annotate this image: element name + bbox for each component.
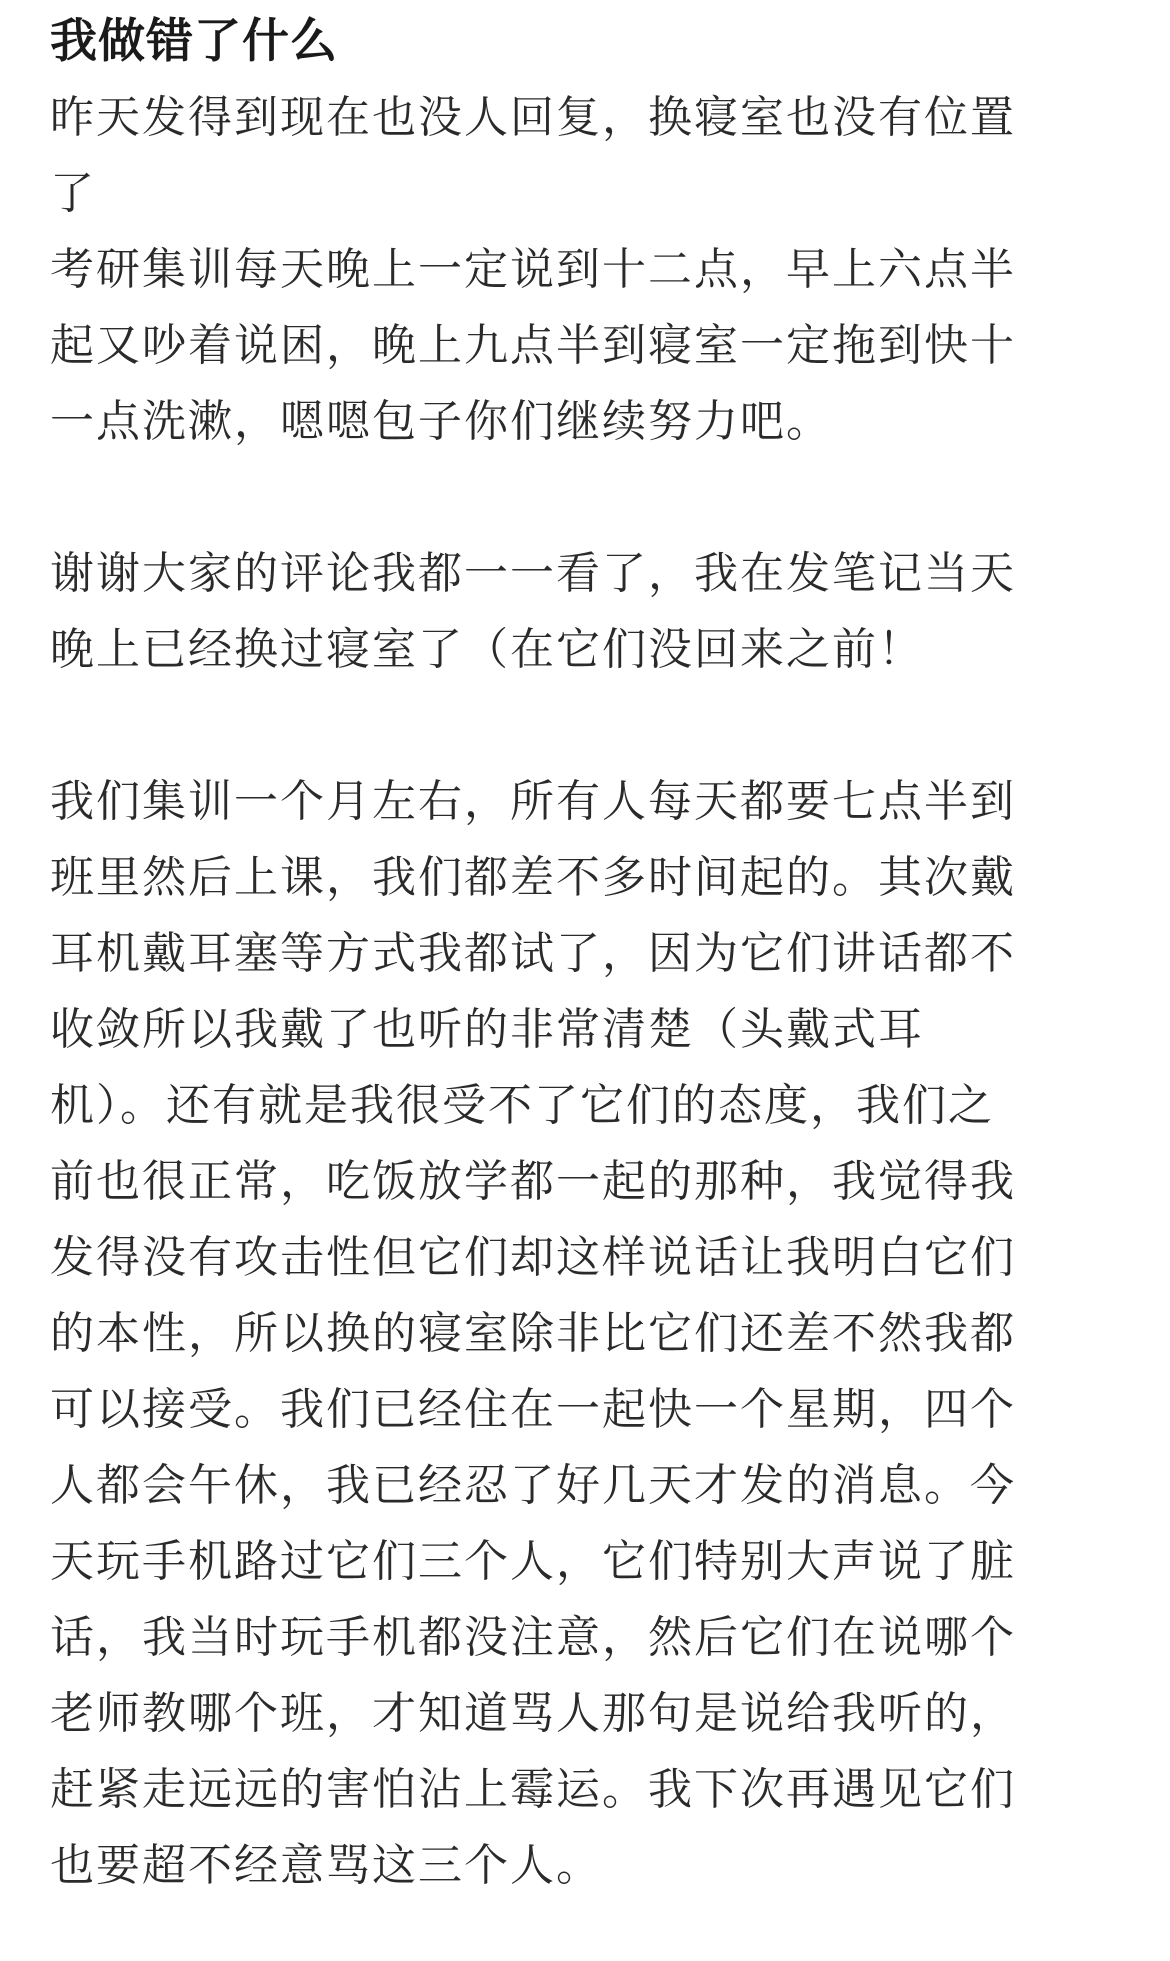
post-paragraph-3: 我们集训一个月左右，所有人每天都要七点半到 班里然后上课，我们都差不多时间起的。其次戴 耳机戴耳塞等方式我都试了，因为它们讲话都不 收敛所以我戴了也听的非常清楚（头戴式耳 机）。还有就是我很受不了它们的态度，我们之 前也很正常，吃饭放学都一起的那种，我觉得我 发得没有攻击性但它们却这样说话让我明白它们 的本性，所以换的寝室除非比它们还差不然我都 可以接受。我们已经住在一起快一个星期，四个 人都会午休，我已经忍了好几天才发的消息。今 天玩手机路过它们三个人，它们特别大声说了脏 话，我当时玩手机都没注意，然后它们在说哪个 老师教哪个班，才知道骂人那句是说给我听的， 赶紧走远远的害怕沾上霉运。我下次再遇见它们 也要超不经意骂这三个人。 <box>50 776 1016 1891</box>
paragraph-spacer <box>50 460 1120 536</box>
post-body <box>50 80 1120 1904</box>
post-paragraph-1: 昨天发得到现在也没人回复，换寝室也没有位置 了 考研集训每天晚上一定说到十二点，早上六点半 起又吵着说困，晚上九点半到寝室一定拖到快十 一点洗漱，嗯嗯包子你们继续努力吧。 <box>50 92 1016 447</box>
post-paragraph-2: 谢谢大家的评论我都一一看了，我在发笔记当天 晚上已经换过寝室了（在它们没回来之前！ <box>50 548 1016 675</box>
post-title: 我做错了什么 <box>50 14 338 69</box>
post-content <box>50 0 1120 1904</box>
paragraph-spacer <box>50 688 1120 764</box>
